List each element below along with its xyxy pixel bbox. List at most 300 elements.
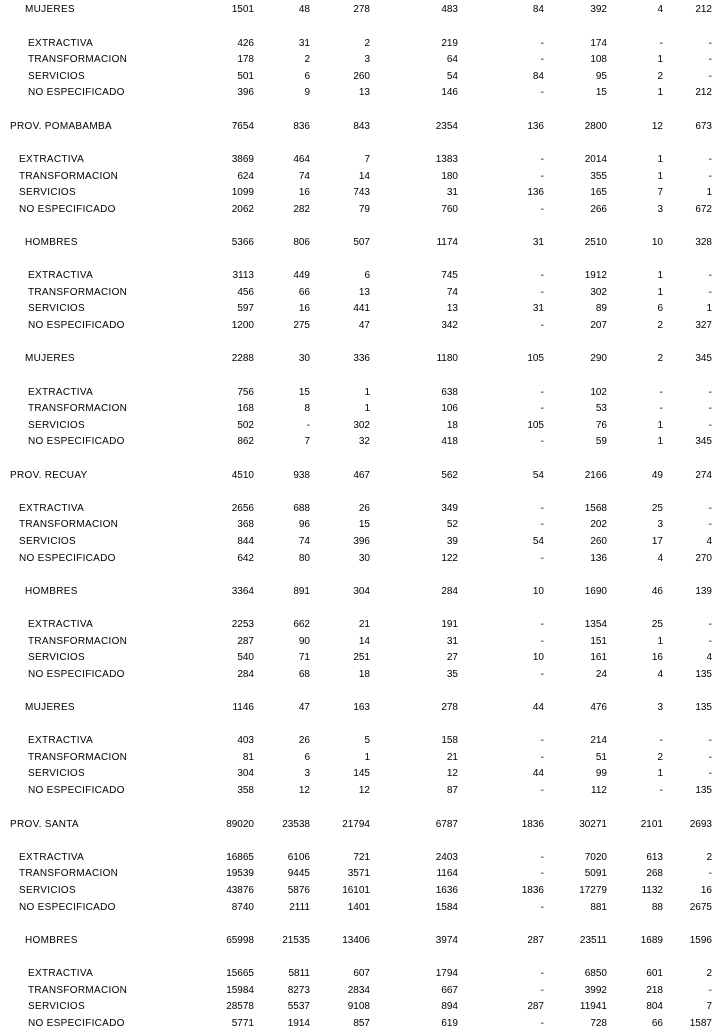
table-cell: 843 (353, 121, 370, 132)
table-row (0, 784, 714, 798)
row-label: SERVICIOS (19, 536, 76, 547)
table-cell: - (659, 387, 663, 398)
table-cell: 304 (237, 768, 254, 779)
table-row (0, 502, 714, 516)
table-cell: 15 (358, 519, 370, 530)
table-cell: 327 (695, 320, 712, 331)
table-row (0, 618, 714, 632)
table-cell: 1 (657, 768, 663, 779)
table-cell: 1584 (435, 902, 458, 913)
table-cell: 214 (590, 735, 607, 746)
table-row (0, 818, 714, 832)
table-cell: - (540, 902, 544, 913)
table-cell: 336 (353, 353, 370, 364)
table-cell: 180 (441, 171, 458, 182)
table-cell: 284 (441, 586, 458, 597)
row-label: EXTRACTIVA (28, 619, 94, 630)
table-cell: 139 (695, 586, 712, 597)
table-cell: - (306, 420, 310, 431)
table-cell: 51 (595, 752, 607, 763)
table-cell: 1099 (231, 187, 254, 198)
table-cell: 342 (441, 320, 458, 331)
table-cell: 836 (293, 121, 310, 132)
table-row (0, 319, 714, 333)
table-row (0, 120, 714, 134)
table-cell: 12 (298, 785, 310, 796)
table-row (0, 203, 714, 217)
table-cell: 5811 (288, 968, 310, 979)
row-label: HOMBRES (25, 237, 78, 248)
table-cell: 4 (657, 4, 663, 15)
row-label: TRANSFORMACION (28, 636, 128, 647)
table-cell: 18 (446, 420, 458, 431)
row-label: NO ESPECIFICADO (28, 87, 125, 98)
row-label: SERVICIOS (28, 1001, 85, 1012)
table-cell: - (540, 436, 544, 447)
row-label: HOMBRES (25, 935, 78, 946)
table-cell: 106 (441, 403, 458, 414)
table-cell: 54 (532, 470, 544, 481)
table-cell: 3 (657, 204, 663, 215)
table-cell: 136 (527, 187, 544, 198)
table-cell: 2510 (584, 237, 607, 248)
table-cell: 1383 (435, 154, 458, 165)
table-cell: 3 (364, 54, 370, 65)
table-cell: 74 (446, 287, 458, 298)
table-cell: 39 (446, 536, 458, 547)
table-cell: 30 (298, 353, 310, 364)
table-cell: 745 (441, 270, 458, 281)
table-row (0, 552, 714, 566)
table-cell: 1132 (641, 885, 663, 896)
table-cell: 135 (695, 702, 712, 713)
table-row (0, 518, 714, 532)
table-cell: - (540, 38, 544, 49)
table-cell: - (659, 735, 663, 746)
table-cell: 25 (651, 503, 663, 514)
table-cell: 601 (646, 968, 663, 979)
table-cell: - (540, 619, 544, 630)
table-cell: 68 (298, 669, 310, 680)
table-cell: 891 (293, 586, 310, 597)
table-row (0, 286, 714, 300)
table-cell: 7 (706, 1001, 712, 1012)
table-cell: 74 (298, 171, 310, 182)
table-cell: 1690 (584, 586, 607, 597)
table-cell: 1912 (584, 270, 607, 281)
table-cell: 275 (293, 320, 310, 331)
row-label: PROV. RECUAY (10, 470, 88, 481)
table-cell: - (540, 387, 544, 398)
row-label: EXTRACTIVA (28, 735, 94, 746)
table-cell: 1 (657, 270, 663, 281)
table-cell: 260 (590, 536, 607, 547)
table-cell: - (540, 171, 544, 182)
table-cell: 2253 (231, 619, 254, 630)
table-cell: 1596 (689, 935, 712, 946)
table-cell: 476 (590, 702, 607, 713)
table-cell: 158 (441, 735, 458, 746)
row-label: NO ESPECIFICADO (28, 436, 125, 447)
table-row (0, 402, 714, 416)
table-cell: 287 (237, 636, 254, 647)
table-cell: 607 (353, 968, 370, 979)
table-cell: 418 (441, 436, 458, 447)
table-cell: - (540, 985, 544, 996)
table-cell: 1 (657, 154, 663, 165)
table-cell: 168 (237, 403, 254, 414)
table-cell: 6850 (584, 968, 607, 979)
table-cell: - (540, 968, 544, 979)
table-cell: 894 (441, 1001, 458, 1012)
table-cell: 151 (590, 636, 607, 647)
table-row (0, 386, 714, 400)
table-cell: 30 (358, 553, 370, 564)
table-cell: 12 (446, 768, 458, 779)
table-cell: - (540, 669, 544, 680)
table-cell: 43876 (226, 885, 254, 896)
table-cell: 672 (695, 204, 712, 215)
table-cell: 18 (358, 669, 370, 680)
table-cell: 89020 (226, 819, 254, 830)
table-cell: 1794 (435, 968, 458, 979)
table-cell: - (659, 403, 663, 414)
table-cell: 16865 (226, 852, 254, 863)
table-row (0, 734, 714, 748)
table-cell: - (540, 1018, 544, 1029)
table-cell: - (708, 171, 712, 182)
table-cell: 59 (595, 436, 607, 447)
table-cell: 21535 (282, 935, 310, 946)
table-cell: 483 (441, 4, 458, 15)
table-cell: 4 (706, 652, 712, 663)
table-cell: 3 (304, 768, 310, 779)
table-cell: 105 (527, 420, 544, 431)
table-cell: 7654 (231, 121, 254, 132)
table-cell: 3571 (347, 868, 370, 879)
table-cell: 12 (358, 785, 370, 796)
table-cell: 5091 (584, 868, 607, 879)
table-cell: 10 (532, 652, 544, 663)
table-row (0, 419, 714, 433)
table-cell: - (708, 519, 712, 530)
row-label: NO ESPECIFICADO (19, 902, 116, 913)
row-label: EXTRACTIVA (19, 154, 85, 165)
table-row (0, 170, 714, 184)
table-cell: 52 (446, 519, 458, 530)
table-cell: 1 (657, 54, 663, 65)
table-cell: 12 (651, 121, 663, 132)
table-cell: 13 (446, 303, 458, 314)
table-cell: 290 (590, 353, 607, 364)
table-cell: - (540, 503, 544, 514)
table-cell: 743 (353, 187, 370, 198)
table-cell: 426 (237, 38, 254, 49)
table-cell: 15665 (226, 968, 254, 979)
table-cell: 2 (657, 320, 663, 331)
table-cell: 174 (590, 38, 607, 49)
row-label: SERVICIOS (28, 420, 85, 431)
table-cell: 136 (527, 121, 544, 132)
table-cell: 1 (364, 752, 370, 763)
row-label: NO ESPECIFICADO (19, 204, 116, 215)
table-cell: 6106 (287, 852, 310, 863)
table-row (0, 186, 714, 200)
table-cell: 270 (695, 553, 712, 564)
table-row (0, 86, 714, 100)
table-cell: 5876 (287, 885, 310, 896)
table-cell: 35 (446, 669, 458, 680)
row-label: TRANSFORMACION (28, 403, 128, 414)
row-label: SERVICIOS (28, 768, 85, 779)
table-cell: - (540, 54, 544, 65)
table-cell: 17279 (579, 885, 607, 896)
table-cell: - (708, 403, 712, 414)
row-label: TRANSFORMACION (28, 752, 128, 763)
table-cell: 2800 (584, 121, 607, 132)
table-cell: 1 (364, 387, 370, 398)
table-cell: 44 (532, 702, 544, 713)
table-cell: 619 (441, 1018, 458, 1029)
table-cell: 4 (706, 536, 712, 547)
row-label: SERVICIOS (19, 187, 76, 198)
table-cell: 88 (651, 902, 663, 913)
table-cell: 14 (358, 636, 370, 647)
table-cell: 46 (651, 586, 663, 597)
table-cell: 507 (353, 237, 370, 248)
table-cell: 27 (446, 652, 458, 663)
table-cell: 2062 (231, 204, 254, 215)
table-cell: - (708, 38, 712, 49)
table-cell: 2 (364, 38, 370, 49)
table-cell: - (540, 287, 544, 298)
table-cell: 287 (527, 1001, 544, 1012)
row-label: TRANSFORMACION (28, 985, 128, 996)
table-cell: 251 (353, 652, 370, 663)
table-cell: 1 (657, 420, 663, 431)
row-label: SERVICIOS (28, 303, 85, 314)
table-cell: 84 (532, 4, 544, 15)
table-cell: - (708, 768, 712, 779)
table-cell: 355 (590, 171, 607, 182)
table-cell: 721 (353, 852, 370, 863)
table-cell: 105 (527, 353, 544, 364)
table-row (0, 435, 714, 449)
table-cell: 17 (651, 536, 663, 547)
table-cell: 15 (298, 387, 310, 398)
table-cell: 284 (237, 669, 254, 680)
table-cell: 349 (441, 503, 458, 514)
table-cell: 212 (695, 87, 712, 98)
table-cell: 13 (358, 87, 370, 98)
table-cell: 2288 (231, 353, 254, 364)
table-cell: 3974 (435, 935, 458, 946)
table-row (0, 651, 714, 665)
table-row (0, 352, 714, 366)
row-label: TRANSFORMACION (28, 287, 128, 298)
table-cell: 21 (358, 619, 370, 630)
table-cell: 304 (353, 586, 370, 597)
table-cell: 302 (353, 420, 370, 431)
table-cell: 16 (298, 187, 310, 198)
table-cell: 540 (237, 652, 254, 663)
table-cell: - (708, 154, 712, 165)
table-cell: 282 (293, 204, 310, 215)
table-cell: 87 (446, 785, 458, 796)
table-cell: 26 (358, 503, 370, 514)
table-cell: 2834 (347, 985, 370, 996)
table-cell: 16101 (342, 885, 370, 896)
table-cell: 14 (358, 171, 370, 182)
table-cell: - (708, 868, 712, 879)
table-cell: 396 (237, 87, 254, 98)
table-cell: 1587 (689, 1018, 712, 1029)
table-cell: 4510 (231, 470, 254, 481)
table-cell: 178 (237, 54, 254, 65)
table-cell: 2101 (640, 819, 663, 830)
table-cell: 21 (446, 752, 458, 763)
row-label: HOMBRES (25, 586, 78, 597)
table-cell: 191 (441, 619, 458, 630)
table-cell: 135 (695, 669, 712, 680)
table-cell: 163 (353, 702, 370, 713)
table-cell: 2 (657, 71, 663, 82)
table-cell: 328 (695, 237, 712, 248)
table-cell: 2166 (584, 470, 607, 481)
table-cell: 2656 (231, 503, 254, 514)
row-label: SERVICIOS (28, 71, 85, 82)
table-cell: 9108 (347, 1001, 370, 1012)
row-label: MUJERES (25, 353, 75, 364)
table-cell: 642 (237, 553, 254, 564)
table-cell: 6 (657, 303, 663, 314)
table-cell: 96 (298, 519, 310, 530)
table-cell: 1 (657, 287, 663, 298)
table-cell: 274 (695, 470, 712, 481)
table-cell: 302 (590, 287, 607, 298)
table-cell: 1401 (347, 902, 370, 913)
table-cell: 1146 (232, 702, 254, 713)
table-cell: 165 (590, 187, 607, 198)
table-cell: 597 (237, 303, 254, 314)
row-label: TRANSFORMACION (19, 519, 119, 530)
table-cell: - (540, 636, 544, 647)
table-cell: 403 (237, 735, 254, 746)
table-cell: 501 (237, 71, 254, 82)
table-cell: 2693 (689, 819, 712, 830)
table-cell: 9445 (287, 868, 310, 879)
table-cell: 1836 (521, 819, 544, 830)
table-cell: 1200 (231, 320, 254, 331)
table-cell: 467 (353, 470, 370, 481)
table-cell: - (708, 735, 712, 746)
table-row (0, 70, 714, 84)
table-row (0, 37, 714, 51)
table-cell: 219 (441, 38, 458, 49)
table-cell: 99 (595, 768, 607, 779)
table-cell: - (540, 320, 544, 331)
table-cell: 260 (353, 71, 370, 82)
row-label: TRANSFORMACION (19, 171, 119, 182)
table-cell: 49 (651, 470, 663, 481)
table-cell: 31 (532, 303, 544, 314)
table-cell: - (708, 503, 712, 514)
table-row (0, 934, 714, 948)
table-cell: 31 (446, 636, 458, 647)
table-cell: 2675 (689, 902, 712, 913)
table-cell: 202 (590, 519, 607, 530)
table-cell: - (540, 735, 544, 746)
table-cell: 3364 (231, 586, 254, 597)
table-cell: 135 (695, 785, 712, 796)
table-cell: 80 (298, 553, 310, 564)
row-label: EXTRACTIVA (28, 38, 94, 49)
table-cell: 7020 (584, 852, 607, 863)
table-cell: - (540, 270, 544, 281)
row-label: SERVICIOS (28, 652, 85, 663)
table-cell: 28578 (226, 1001, 254, 1012)
table-cell: 136 (590, 553, 607, 564)
row-label: PROV. SANTA (10, 819, 79, 830)
table-cell: 23538 (282, 819, 310, 830)
table-cell: 1 (657, 636, 663, 647)
table-cell: 212 (695, 4, 712, 15)
table-cell: 6787 (435, 819, 458, 830)
table-row (0, 53, 714, 67)
table-cell: 1636 (435, 885, 458, 896)
table-cell: 1180 (436, 353, 458, 364)
table-cell: - (708, 420, 712, 431)
table-cell: - (708, 985, 712, 996)
table-cell: 562 (441, 470, 458, 481)
table-cell: 13406 (342, 935, 370, 946)
table-cell: 464 (293, 154, 310, 165)
table-row (0, 1000, 714, 1014)
row-label: TRANSFORMACION (28, 54, 128, 65)
table-cell: 6 (304, 752, 310, 763)
table-cell: 89 (595, 303, 607, 314)
table-cell: 1 (364, 403, 370, 414)
table-cell: - (540, 852, 544, 863)
table-cell: 8740 (231, 902, 254, 913)
table-cell: 25 (651, 619, 663, 630)
table-cell: 54 (446, 71, 458, 82)
table-cell: - (708, 71, 712, 82)
table-cell: 5771 (231, 1018, 254, 1029)
table-cell: 2 (304, 54, 310, 65)
table-row (0, 901, 714, 915)
table-cell: 1836 (521, 885, 544, 896)
table-cell: 1501 (231, 4, 254, 15)
table-cell: 396 (353, 536, 370, 547)
table-cell: 48 (298, 4, 310, 15)
table-cell: 857 (353, 1018, 370, 1029)
table-row (0, 585, 714, 599)
table-cell: 1164 (436, 868, 458, 879)
table-cell: 31 (532, 237, 544, 248)
table-cell: 2 (706, 968, 712, 979)
table-cell: 65998 (226, 935, 254, 946)
table-cell: 1 (657, 436, 663, 447)
table-cell: 502 (237, 420, 254, 431)
table-cell: 268 (646, 868, 663, 879)
table-cell: 728 (590, 1018, 607, 1029)
table-cell: - (540, 553, 544, 564)
table-cell: 4 (657, 669, 663, 680)
table-cell: 1 (657, 171, 663, 182)
table-cell: 26 (298, 735, 310, 746)
table-row (0, 635, 714, 649)
